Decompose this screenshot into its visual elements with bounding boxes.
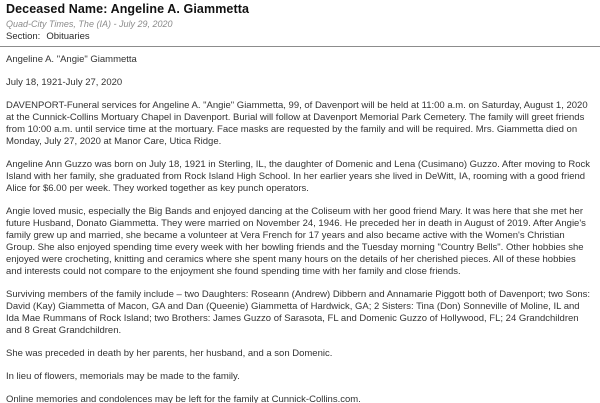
obituary-body	[6, 47, 593, 403]
obituary-paragraph-life-story: Angie loved music, especially the Big Bands and enjoyed dancing at the Coliseum with her good friend Mary. It was here that she met her future Husband, Donato Giammetta. They were married on November 24, 1946. He preceded her in death in August of 2019. After Angie's family grew up and married, she became a volunteer at Vera French for 17 years and also became active with the Women's Christian Group. She also enjoyed spending time every week with her bowling friends and the Tuesday morning "Country Bells". Other hobbies she enjoyed were crocheting, knitting and ceramics where she spent many hours on the details of her cherished pieces. All of these hobbies and interests could not compare to the enjoyment she found spending time with her family and close friends.	[6, 206, 586, 277]
obituary-paragraph-preceded: She was preceded in death by her parents, her husband, and a son Domenic.	[6, 348, 333, 359]
life-dates-line: July 18, 1921-July 27, 2020	[6, 77, 123, 88]
obituary-paragraph-services: DAVENPORT-Funeral services for Angeline A. "Angie" Giammetta, 99, of Davenport will be held at 11:00 a.m. on Saturday, August 1, 2020 at the Cunnick-Collins Mortuary Chapel in Davenport. Burial will follow at Davenport Memorial Park Cemetery. The family will greet friends from 10:00 a.m. until service time at the mortuary. Face masks are requested by the family and will be required. Mrs. Giammetta died on Monday, July 27, 2020 at Manor Care, Utica Ridge.	[6, 100, 588, 147]
section-value: Obituaries	[46, 31, 90, 42]
page-title: Deceased Name: Angeline A. Giammetta	[6, 2, 250, 16]
section-label: Section:	[6, 31, 41, 42]
obituary-paragraph-memorials: In lieu of flowers, memorials may be made to the family.	[6, 371, 240, 382]
source-citation: Quad-City Times, The (IA) - July 29, 2020	[6, 19, 173, 29]
deceased-name-line: Angeline A. "Angie" Giammetta	[6, 54, 137, 65]
section-line	[6, 32, 593, 42]
obituary-paragraph-survivors: Surviving members of the family include – two Daughters: Roseann (Andrew) Dibbern and Annamarie Piggott both of Davenport; two Sons: David (Kay) Giammetta of Macon, GA and Dan (Queenie) Giammetta of Hardwick, GA; 2 Sisters: Tina (Don) Sonneville of Moline, IL and Ida Mae Rummans of Rock Island; two Brothers: James Guzzo of Sarasota, FL and Domenic Guzzo of Hollywood, FL; 24 Grandchildren and 8 Great Grandchildren.	[6, 289, 591, 336]
obituary-paragraph-early-life: Angeline Ann Guzzo was born on July 18, 1921 in Sterling, IL, the daughter of Domenic and Lena (Cusimano) Guzzo. After moving to Rock Island with her family, she graduated from Rock Island High School. In her earlier years she lived in DeWitt, IA, rooming with a good friend Alice for $6.00 per week. They worked together as key punch operators.	[6, 159, 591, 194]
obituary-paragraph-condolences: Online memories and condolences may be left for the family at Cunnick-Collins.com.	[6, 394, 361, 403]
